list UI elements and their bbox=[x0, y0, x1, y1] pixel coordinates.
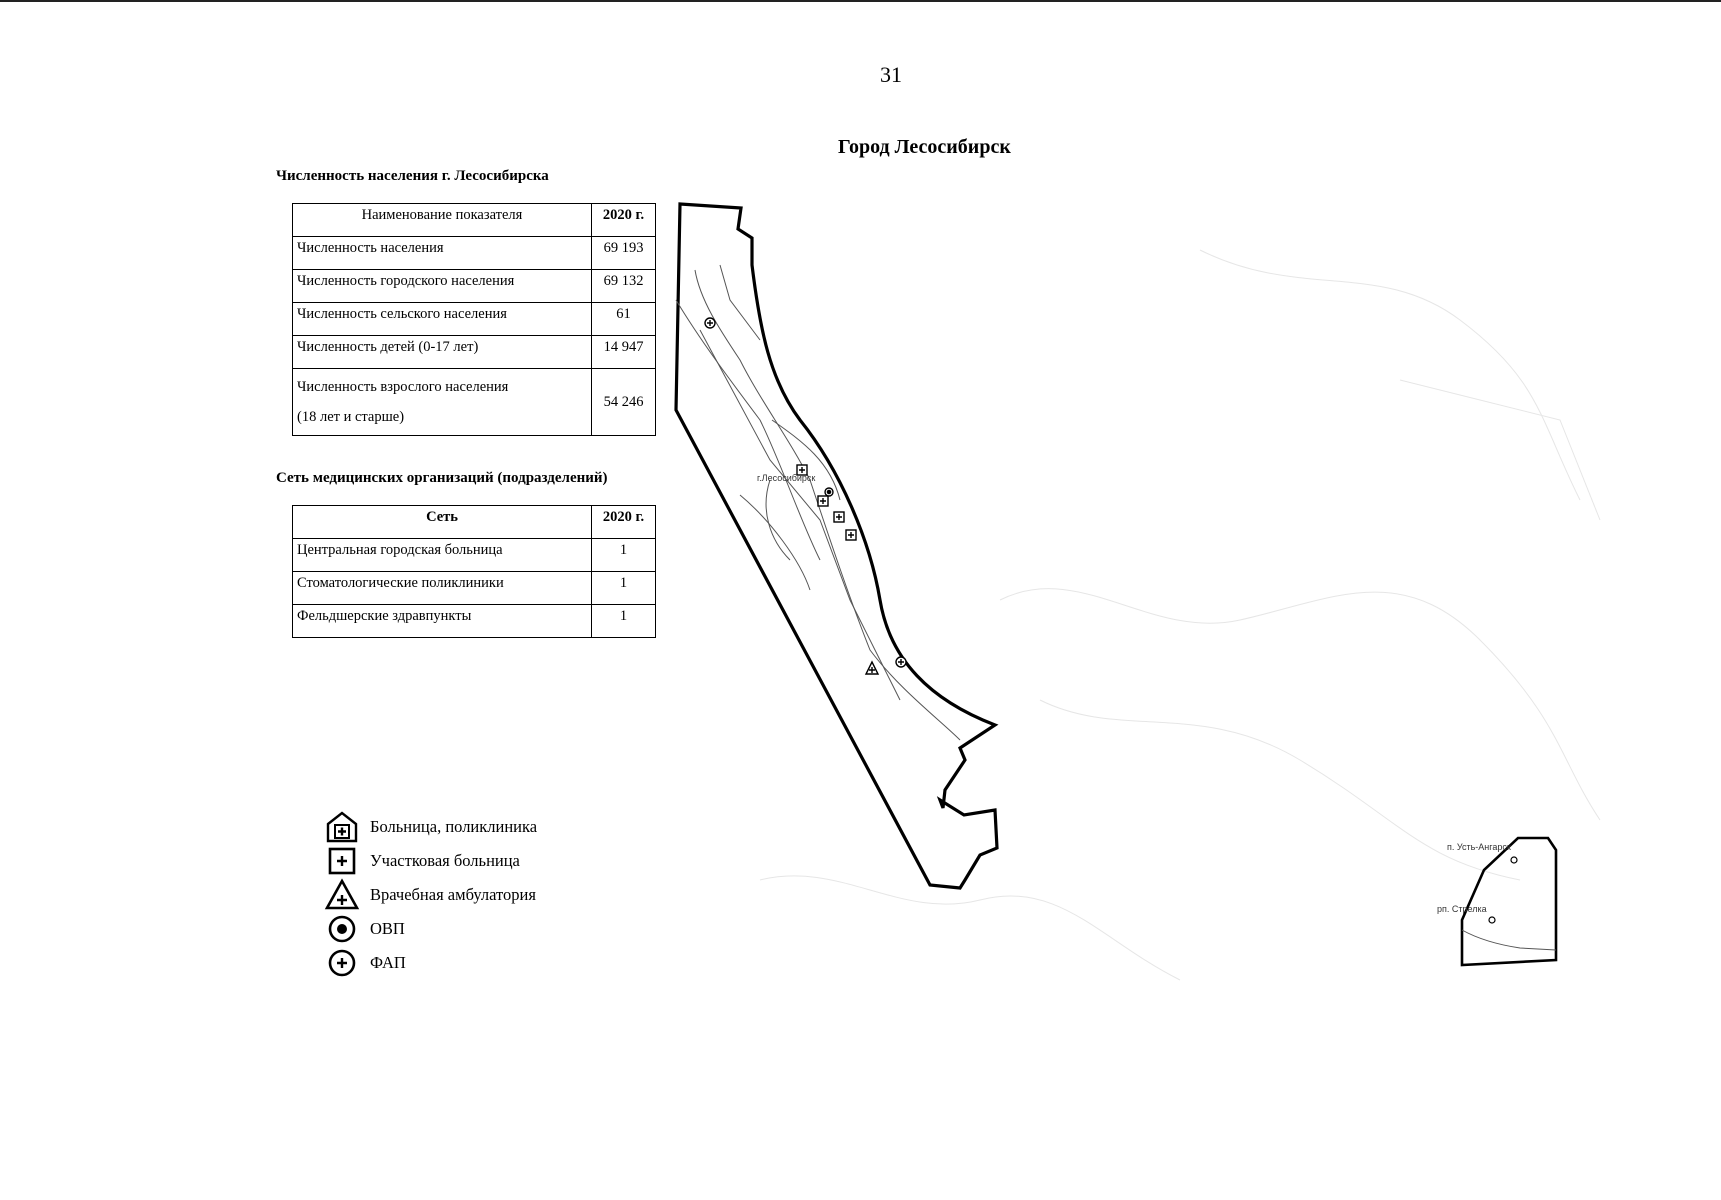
settlement-label: п. Усть-Ангарск bbox=[1447, 842, 1511, 852]
legend-label: Врачебная амбулатория bbox=[370, 885, 536, 904]
row-value: 14 947 bbox=[592, 336, 656, 369]
year-header: 2020 г. bbox=[592, 204, 656, 237]
inset-settlement-marker bbox=[1489, 917, 1495, 923]
row-label: Численность населения bbox=[293, 237, 592, 270]
legend-item bbox=[324, 844, 537, 878]
ovp-circle-dot-icon bbox=[324, 912, 360, 946]
city-map-label: г.Лесосибирск bbox=[757, 473, 816, 483]
row-label: Численность детей (0-17 лет) bbox=[293, 336, 592, 369]
city-boundary bbox=[676, 204, 997, 888]
hospital-marker bbox=[846, 530, 856, 540]
inset-river bbox=[1462, 930, 1556, 950]
row-value: 69 193 bbox=[592, 237, 656, 270]
fap-circle-plus-icon bbox=[324, 946, 360, 980]
page-title: Город Лесосибирск bbox=[838, 136, 1011, 158]
background-contours bbox=[760, 250, 1600, 980]
row-label: Численность сельского населения bbox=[293, 303, 592, 336]
inset-settlement-marker bbox=[1511, 857, 1517, 863]
row-label: Центральная городская больница bbox=[293, 539, 592, 572]
fap-marker bbox=[896, 657, 906, 667]
medical-heading: Сеть медицинских организаций (подразделений) bbox=[276, 470, 608, 486]
hospital-house-icon bbox=[324, 810, 360, 844]
page-number: 31 bbox=[880, 62, 902, 87]
row-label-line2: (18 лет и старше) bbox=[297, 409, 405, 425]
indicator-header: Наименование показателя bbox=[293, 204, 592, 237]
network-header: Сеть bbox=[293, 506, 592, 539]
legend-label: ФАП bbox=[370, 953, 406, 972]
legend-item bbox=[324, 810, 537, 844]
hospital-marker bbox=[818, 496, 828, 506]
ovp-marker bbox=[825, 488, 833, 496]
district-hospital-square-icon bbox=[324, 844, 360, 878]
row-label-line1: Численность взрослого населения bbox=[297, 379, 509, 395]
row-label: Фельдшерские здравпункты bbox=[293, 605, 592, 638]
row-value: 69 132 bbox=[592, 270, 656, 303]
legend-label: Больница, поликлиника bbox=[370, 817, 538, 836]
facility-markers bbox=[705, 318, 906, 674]
row-value: 1 bbox=[592, 572, 656, 605]
row-value: 54 246 bbox=[592, 369, 656, 436]
legend-item bbox=[324, 912, 537, 946]
settlement-label: рп. Стрелка bbox=[1437, 904, 1487, 914]
legend-item bbox=[324, 946, 537, 980]
row-label: Численность городского населения bbox=[293, 270, 592, 303]
legend-label: ОВП bbox=[370, 919, 405, 938]
map-legend bbox=[324, 810, 537, 980]
legend-label: Участковая больница bbox=[370, 851, 520, 870]
ambulatory-triangle-icon bbox=[324, 878, 360, 912]
row-value: 61 bbox=[592, 303, 656, 336]
ambulatory-marker bbox=[866, 662, 878, 674]
row-value: 1 bbox=[592, 605, 656, 638]
hospital-marker bbox=[834, 512, 844, 522]
fap-marker bbox=[705, 318, 715, 328]
legend-item bbox=[324, 878, 537, 912]
population-heading: Численность населения г. Лесосибирска bbox=[276, 168, 549, 184]
year-header: 2020 г. bbox=[592, 506, 656, 539]
row-value: 1 bbox=[592, 539, 656, 572]
row-label: Стоматологические поликлиники bbox=[293, 572, 592, 605]
